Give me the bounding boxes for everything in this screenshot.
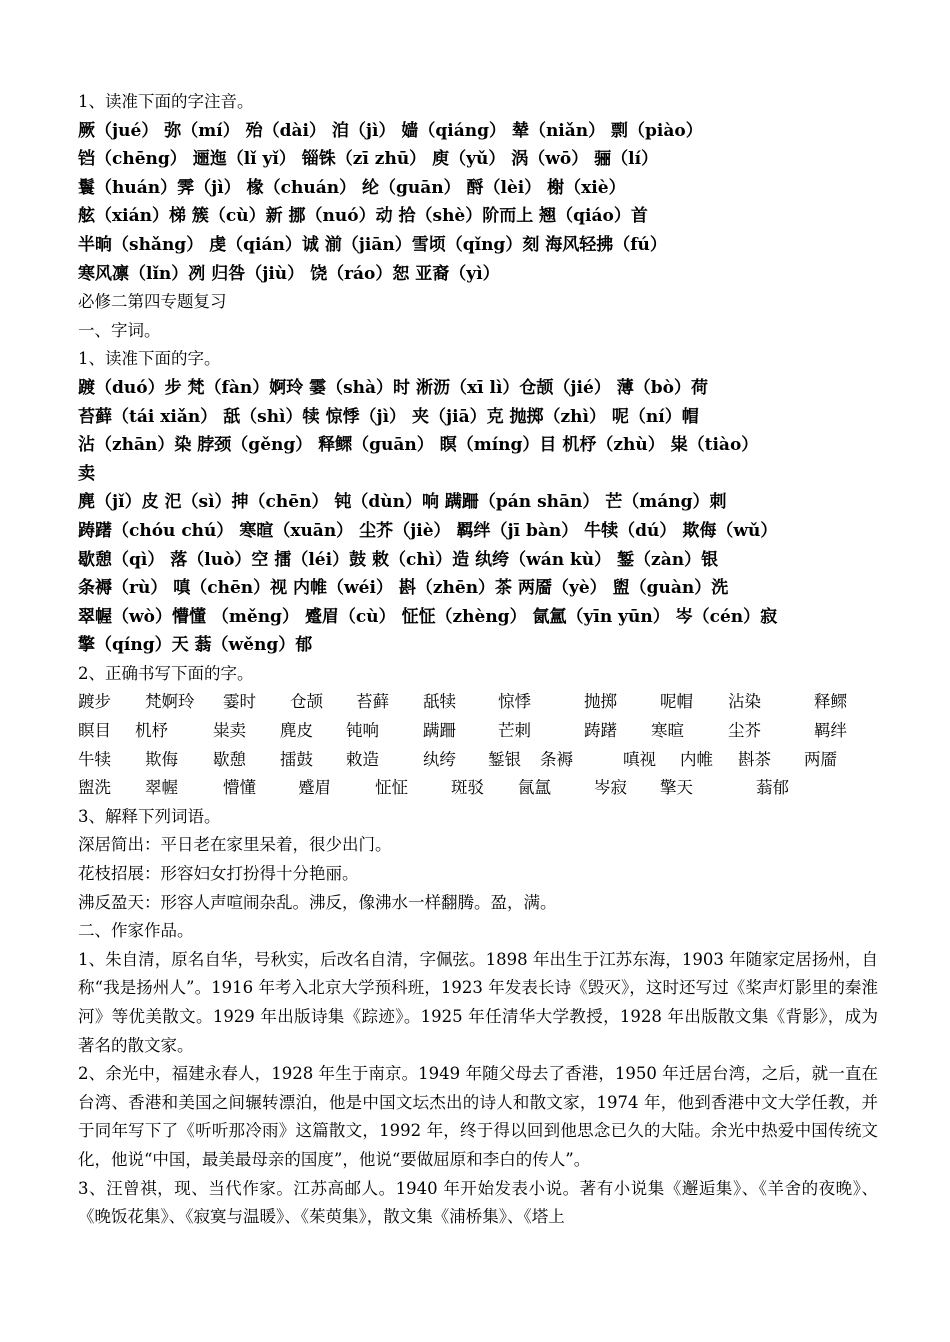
word-item: 踱步	[78, 692, 111, 712]
reading-line-1: 踱（duó）步 梵（fàn）婀玲 霎（shà）时 淅沥（xī lì）仓颉（jié） 薄（bò）荷	[78, 377, 708, 398]
word-item: 踌躇	[584, 721, 617, 741]
word-item: 瞑目	[78, 721, 111, 741]
word-item: 芒刺	[498, 721, 531, 741]
word-item: 钝响	[346, 721, 379, 741]
word-item: 抛掷	[584, 692, 617, 712]
author-paragraph-1: 1、朱自清，原名自华，号秋实，后改名自清，字佩弦。1898 年出生于江苏东海，1903 年随家定居扬州，自称“我是扬州人”。1916 年考入北京大学预科班，1923 年发表长诗《毁灭》，这时还写过《桨声灯影里的秦淮河》等优美散文。1929 年出版诗集《踪迹》。1925 年任清华大学教授，1928 年出版散文集《背影》，成为著名的散文家。	[78, 949, 878, 1055]
word-item: 敕造	[346, 749, 379, 769]
word-item: 盥洗	[78, 778, 111, 798]
word-item: 懵懂	[223, 778, 256, 798]
pinyin-line-5: 半晌（shǎng） 虔（qián）诚 湔（jiān）雪顷（qǐng）刻 海风轻拂（fú）	[78, 234, 667, 255]
word-item: 沾染	[728, 692, 761, 712]
review-title: 必修二第四专题复习	[78, 292, 227, 312]
reading-line-3: 沾（zhān）染 脖颈（gěng） 释鳏（guān） 瞑（míng）目 机杼（zhù） 粜（tiào）	[78, 435, 759, 456]
word-row-1	[78, 688, 878, 717]
reading-line-5: 麂（jǐ）皮 汜（sì）抻（chēn） 钝（dùn）响 蹒跚（pán shān） 芒（máng）刺	[78, 492, 727, 513]
word-item: 擂鼓	[280, 749, 313, 769]
word-item: 苔藓	[356, 692, 389, 712]
definition-1: 深居简出：平日老在家里呆着，很少出门。	[78, 835, 392, 855]
definition-2: 花枝招展：形容妇女打扮得十分艳丽。	[78, 864, 359, 884]
word-item: 呢帽	[660, 692, 693, 712]
word-item: 氤氲	[518, 778, 551, 798]
pinyin-line-6: 寒风凛（lǐn）冽 归咎（jiù） 饶（ráo）恕 亚裔（yì）	[78, 263, 500, 284]
document-page	[78, 88, 878, 1232]
word-item: 羁绊	[814, 721, 847, 741]
word-item: 条褥	[540, 749, 573, 769]
reading-line-9: 翠幄（wò）懵懂 （měng） 蹙眉（cù） 怔怔（zhèng） 氤氲（yīn yūn） 岑（cén）寂	[78, 606, 778, 627]
sub2-heading: 2、正确书写下面的字。	[78, 663, 254, 683]
word-item: 歇憩	[213, 749, 246, 769]
part2-heading: 二、作家作品。	[78, 921, 194, 941]
reading-line-10: 擎（qíng）天 蓊（wěng）郁	[78, 635, 313, 656]
author-paragraph-2: 2、余光中，福建永春人，1928 年生于南京。1949 年随父母去了香港，1950 年迁居台湾，之后，就一直在台湾、香港和美国之间辗转漂泊，他是中国文坛杰出的诗人和散文家，1974 年，他到香港中文大学任教，并于同年写下了《听听那冷雨》这篇散文，1992 年，终于得以回到他思念已久的大陆。余光中热爱中国传统文化，他说“中国，最美最母亲的国度”，他说“要做屈原和李白的传人”。	[78, 1064, 878, 1169]
reading-line-7: 歇憩（qì） 落（luò）空 擂（léi）鼓 敕（chì）造 纨绔（wán kù） 錾（zàn）银	[78, 549, 719, 570]
sub1-heading: 1、读准下面的字。	[78, 349, 221, 369]
word-item: 錾银	[488, 749, 521, 769]
word-item: 纨绔	[423, 749, 456, 769]
word-item: 惊悸	[498, 692, 531, 712]
word-item: 尘芥	[728, 721, 761, 741]
word-item: 梵婀玲	[145, 692, 195, 712]
word-row-2	[78, 717, 878, 746]
word-item: 寒暄	[651, 721, 684, 741]
word-item: 擎天	[660, 778, 693, 798]
section1-heading: 1、读准下面的字注音。	[78, 92, 254, 111]
word-item: 舐犊	[423, 692, 456, 712]
word-item: 两靥	[804, 749, 837, 769]
reading-line-8: 条褥（rù） 嗔（chēn）视 内帷（wéi） 斟（zhēn）茶 两靥（yè） 盥（guàn）洗	[78, 578, 729, 599]
pinyin-line-4: 舷（xián）梯 簇（cù）新 挪（nuó）动 拾（shè）阶而上 翘（qiáo）首	[78, 206, 648, 227]
reading-line-6: 踌躇（chóu chú） 寒暄（xuān） 尘芥（jiè） 羁绊（jī bàn） 牛犊（dú） 欺侮（wǔ）	[78, 520, 778, 541]
word-item: 蹒跚	[423, 721, 456, 741]
pinyin-line-3: 鬟（huán）霁（jì） 椽（chuán） 纶（guān） 酹（lèi） 榭（xiè）	[78, 177, 626, 198]
author-paragraph-3: 3、汪曾祺，现、当代作家。江苏高邮人。1940 年开始发表小说。著有小说集《邂逅集》、《羊舍的夜晚》、《晚饭花集》、《寂寞与温暖》、《茱萸集》，散文集《浦桥集》、《塔上	[78, 1178, 878, 1227]
word-item: 蓊郁	[756, 778, 789, 798]
word-item: 机杼	[135, 721, 168, 741]
word-item: 斑驳	[451, 778, 484, 798]
word-item: 欺侮	[145, 749, 178, 769]
word-row-4	[78, 774, 878, 803]
pinyin-line-1: 厥（jué） 弥（mí） 殆（dài） 洎（jì） 嫱（qiáng） 辇（niǎn） 剽（piào）	[78, 120, 703, 141]
word-item: 斟茶	[738, 749, 771, 769]
word-item: 释鳏	[814, 692, 847, 712]
word-item: 牛犊	[78, 749, 111, 769]
sub3-heading: 3、解释下列词语。	[78, 806, 221, 826]
word-item: 仓颉	[290, 692, 323, 712]
word-item: 内帷	[680, 749, 713, 769]
word-item: 嗔视	[623, 749, 656, 769]
word-item: 霎时	[223, 692, 256, 712]
pinyin-line-2: 铛（chēng） 逦迤（lǐ yǐ） 锱铢（zī zhū） 庾（yǔ） 涡（wō） 骊（lí）	[78, 149, 659, 170]
part1-heading: 一、字词。	[78, 320, 161, 340]
word-item: 怔怔	[375, 778, 408, 798]
word-item: 蹙眉	[298, 778, 331, 798]
definition-3: 沸反盈天：形容人声喧闹杂乱。沸反，像沸水一样翻腾。盈，满。	[78, 892, 557, 912]
word-item: 麂皮	[280, 721, 313, 741]
word-item: 翠幄	[145, 778, 178, 798]
word-item: 粜卖	[213, 721, 246, 741]
reading-line-4: 卖	[78, 463, 95, 484]
word-row-3	[78, 746, 878, 775]
word-item: 岑寂	[594, 778, 627, 798]
reading-line-2: 苔藓（tái xiǎn） 舐（shì）犊 惊悸（jì） 夹（jiā）克 抛掷（zhì） 呢（ní）帽	[78, 406, 699, 427]
